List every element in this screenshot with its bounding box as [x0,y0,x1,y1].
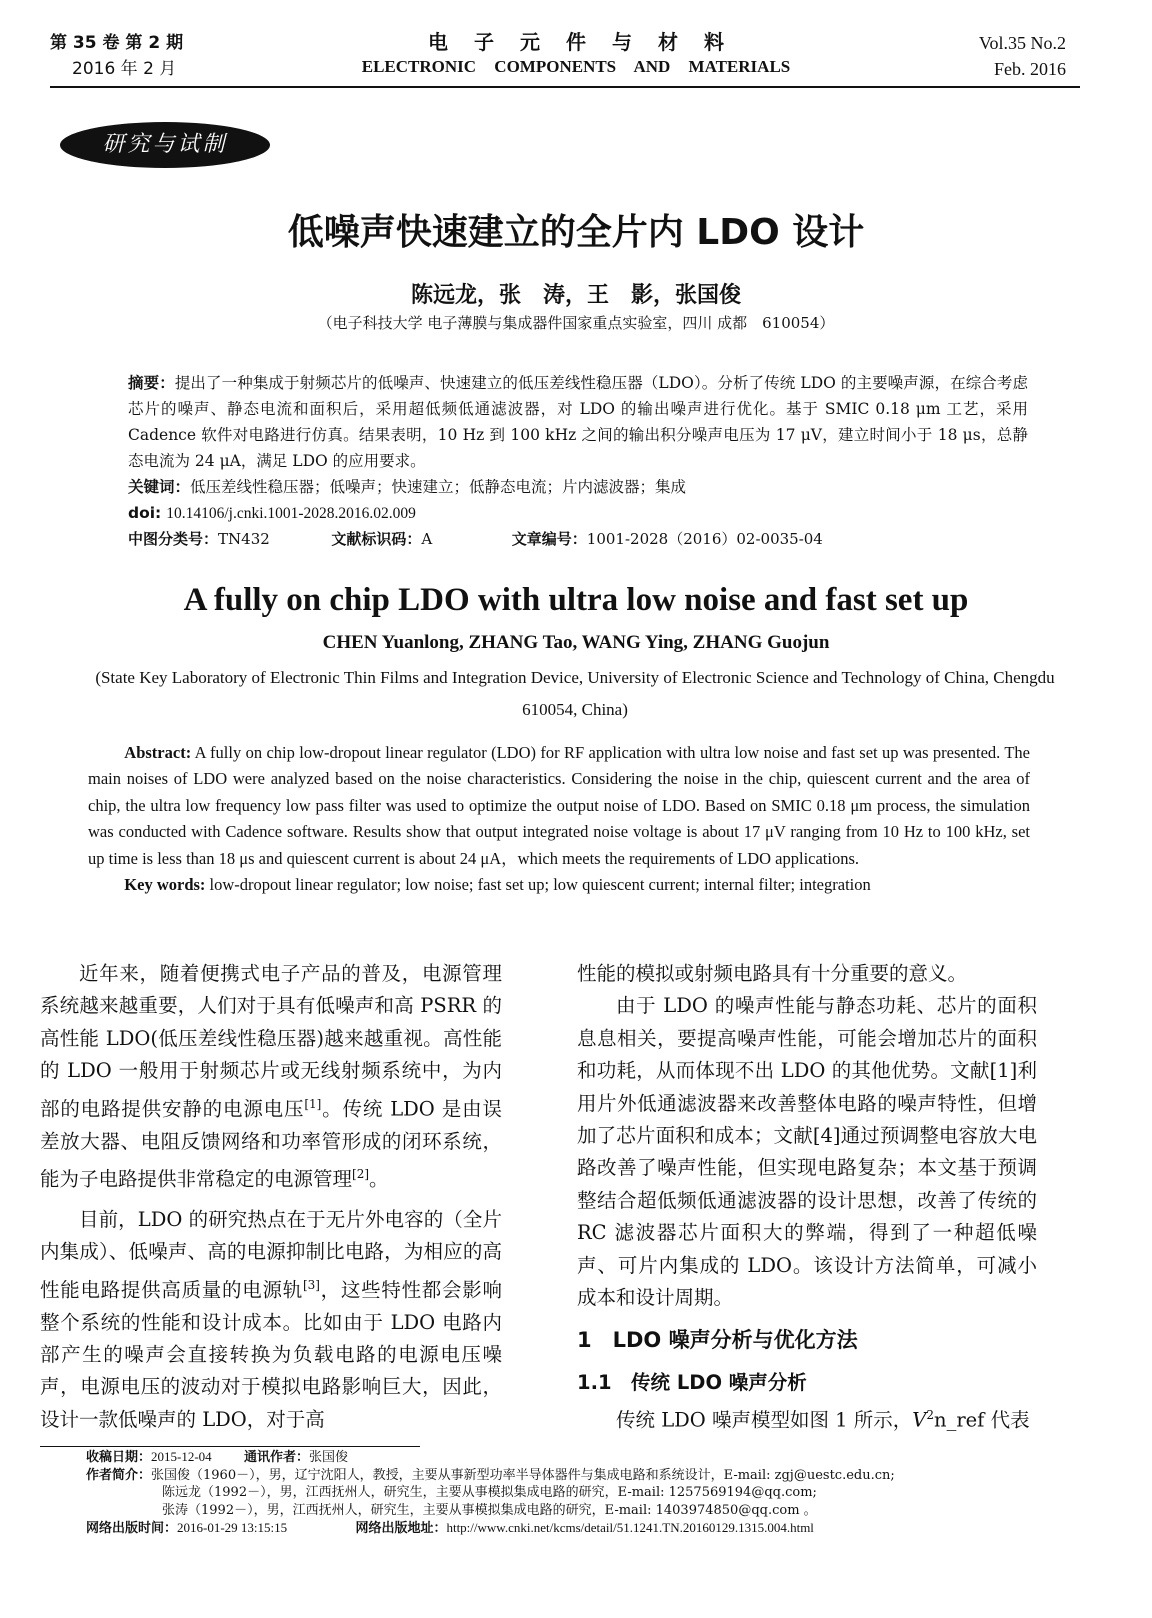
bio-line: 陈远龙（1992－），男，江西抚州人，研究生，主要从事模拟集成电路的研究，E-mail: 1257569194@qq.com; [162,1485,817,1500]
bio-line: 张国俊（1960－），男，辽宁沈阳人，教授，主要从事新型功率半导体器件与集成电路和系统设计，E-mail: zgj@uestc.edu.cn; [151,1467,895,1483]
abstract-en-paragraph [88,740,1030,872]
body-paragraph [40,958,502,1196]
abstract-cn-text: 提出了一种集成于射频芯片的低噪声、快速建立的低压差线性稳压器（LDO）。分析了传统 LDO 的主要噪声源，在综合考虑芯片的噪声、静态电流和面积后，采用超低频低通滤波器，对 LDO 的输出噪声进行优化。基于 SMIC 0.18 μm 工艺，采用 Cadence 软件对电路进行仿真。结果表明，10 Hz 到 100 kHz 之间的输出积分噪声电压为 17 μV，建立时间小于 18 μs，总静态电流为 24 μA，满足 LDO 的应用要求。 [128,374,1028,470]
abstract-cn-paragraph [128,370,1028,474]
authors-en: CHEN Yuanlong, ZHANG Tao, WANG Ying, ZHANG Guojun [322,632,830,653]
doi-label: doi: [128,504,162,522]
volume-issue-en: Vol.35 No.2 [978,33,1066,53]
abstract-cn-label: 摘要： [128,374,175,392]
citation: [3] [302,1277,320,1292]
keywords-en-text: low-dropout linear regulator; low noise; fast set up; low quiescent current; internal filter; integration [205,875,871,895]
footnote [86,1448,1096,1538]
paper-title-en: A fully on chip LDO with ultra low noise and fast set up [183,582,969,618]
body-paragraph [577,1399,1037,1437]
body-paragraph [40,1204,502,1436]
abstract-cn [128,370,1028,527]
volume-issue-cn: 第 35 卷 第 2 期 [50,33,184,53]
affiliation-en: (State Key Laboratory of Electronic Thin Films and Integration Device, University of Electronic Science and Technology of China, Chengdu 610054, China) [95,668,1072,719]
journal-name-en: ELECTRONIC COMPONENTS AND MATERIALS [361,57,791,76]
subsection-heading: 1.1 传统 LDO 噪声分析 [577,1370,807,1394]
body-paragraph-continued: 性能的模拟或射频电路具有十分重要的意义。 [577,962,968,985]
clc-label: 中图分类号： [128,530,219,548]
doi-value: 10.14106/j.cnki.1001-2028.2016.02.009 [166,505,416,522]
abstract-en-text: A fully on chip low-dropout linear regulator (LDO) for RF application with ultra low noise and fast set up was presented. The main noises of LDO were analyzed based on the noise characteristics. Considering the noise in the chip, quiescent current and the area of chip, the ultra low frequency low pass filter was used to optimize the output noise of LDO. Based on SMIC 0.18 μm process, the simulation was conducted with Cadence software. Results show that output integrated noise voltage is about 17 μV ranging from 10 Hz to 100 kHz, set up time is less than 18 μs and quiescent current is about 24 μA，which meets the requirements of LDO applications. [88,743,1030,868]
received-label: 收稿日期： [86,1450,152,1465]
date-en: Feb. 2016 [994,59,1066,79]
bio-line: 张涛（1992－），男，江西抚州人，研究生，主要从事模拟集成电路的研究，E-mail: 1403974850@qq.com 。 [162,1502,817,1518]
section-heading: 1 LDO 噪声分析与优化方法 [577,1328,858,1353]
journal-name-cn: 电子元件与材料 [428,30,750,54]
authors-cn: 陈远龙，张 涛，王 影，张国俊 [410,283,741,308]
clc-value: TN432 [218,530,270,548]
math-var: V [912,1408,927,1432]
section-badge: 研究与试制 [60,122,270,168]
pub-url: http://www.cnki.net/kcms/detail/51.1241.TN.20160129.1315.004.html [446,1520,814,1535]
body-text: ，这些特性都会影响整个系统的性能和设计成本。比如由于 LDO 电路内部产生的噪声会直接转换为负载电路的电源电压噪声，电源电压的波动对于模拟电路影响巨大，因此，设计一款低噪声的 LDO，对于高 [40,1278,502,1431]
body-paragraph: 由于 LDO 的噪声性能与静态功耗、芯片的面积息息相关，要提高噪声性能，可能会增加芯片的面积和功耗，从而体现不出 LDO 的其他优势。文献[1]利用片外低通滤波器来改善整体电路的噪声特性，但增加了芯片面积和成本；文献[4]通过预调整电容放大电路改善了噪声性能，但实现电路复杂；本文基于预调整结合超低频低通滤波器的设计思想，改善了传统的 RC 滤波器芯片面积大的弊端，得到了一种超低噪声、可片内集成的 LDO。该设计方法简单，可减小成本和设计周期。 [577,994,1037,1310]
body-text: 传统 LDO 噪声模型如图 1 所示， [616,1408,913,1432]
body-text: 。传统 LDO 是由误差放大器、电阻反馈网络和功率管形成的闭环系统，能为子电路提供非常稳定的电源管理 [40,1097,502,1191]
footnote-received [86,1448,1096,1467]
corr-label: 通讯作者： [243,1450,309,1465]
keywords-cn-label: 关键词： [128,478,191,496]
body-text: 。 [369,1167,389,1191]
doc-code-value: A [421,530,433,548]
affiliation-cn: （电子科技大学 电子薄膜与集成器件国家重点实验室，四川 成都 610054） [317,314,835,332]
received-date: 2015-12-04 [151,1449,212,1464]
citation: [2] [352,1166,370,1181]
pub-time: 2016-01-29 13:15:15 [177,1520,288,1535]
math-superscript: 2 [926,1408,935,1423]
keywords-cn-text: 低压差线性稳压器；低噪声；快速建立；低静态电流；片内滤波器；集成 [190,478,687,496]
pub-time-label: 网络出版时间： [86,1521,178,1536]
footnote-bio [86,1467,1096,1485]
keywords-cn [128,474,1028,500]
running-header-right [979,30,1066,82]
keywords-en [88,872,1030,898]
body-text: n_ref 代表 [934,1408,1030,1432]
body-text: 近年来，随着便携式电子产品的普及，电源管理系统越来越重要，人们对于具有低噪声和高 PSRR 的高性能 LDO(低压差线性稳压器)越来越重视。高性能的 LDO 一般用于射频芯片或无线射频系统中，为内部的电路提供安静的电源电压 [40,962,502,1121]
paper-title-cn: 低噪声快速建立的全片内 LDO 设计 [287,212,865,253]
doi-line [128,500,1028,527]
classification-row [128,528,823,549]
footnote-rule [40,1446,420,1447]
keywords-en-label: Key words: [124,875,206,895]
pub-url-label: 网络出版地址： [355,1521,447,1536]
abstract-en-label: Abstract: [124,743,192,762]
body-text: 目前，LDO 的研究热点在于无片外电容的（全片内集成）、低噪声、高的电源抑制比电路，为相应的高性能电路提供高质量的电源轨 [40,1207,502,1302]
date-cn: 2016 年 2 月 [72,59,177,79]
doc-code-label: 文献标识码： [331,530,422,548]
footnote-publication [86,1519,1096,1538]
article-no-value: 1001-2028（2016）02-0035-04 [586,530,823,548]
abstract-en [88,740,1030,898]
citation: [1] [304,1096,322,1111]
corr-author: 张国俊 [308,1450,348,1465]
body-column-right [577,958,1037,1437]
header-rule [50,86,1080,88]
bio-label: 作者简介： [86,1467,152,1483]
article-no-label: 文章编号： [511,530,587,548]
body-column-left [40,958,502,1436]
